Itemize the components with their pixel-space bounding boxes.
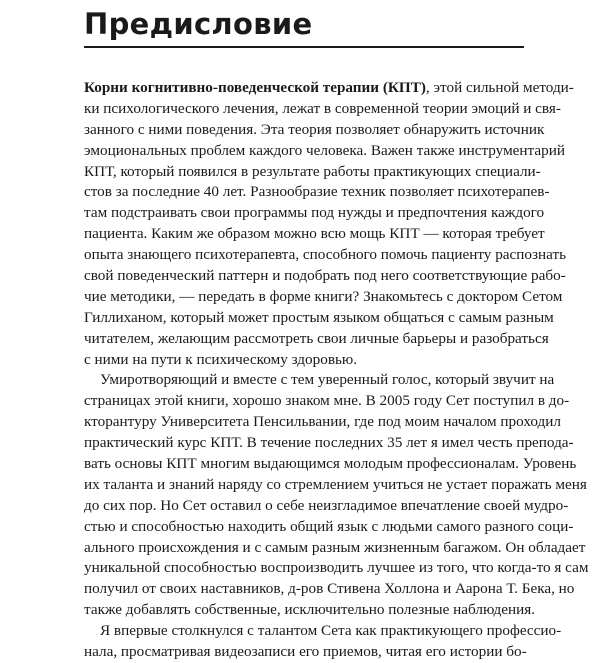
text-line: Гиллиханом, который может простым языком общаться с самым разным [84, 308, 554, 326]
text-line-rest: , этой сильной методи- [425, 79, 574, 96]
text-line: стов за последние 40 лет. Разнообразие техник позволяет психотерапев- [84, 183, 550, 201]
text-line: Я впервые столкнулся с талантом Сета как практикующего профессио- [100, 622, 562, 640]
text-line: страницах этой книги, хорошо знаком мне. В 2005 году Сет поступил в до- [84, 392, 570, 410]
bold-lead-phrase: Корни когнитивно-поведенческой терапии (КПТ) [84, 79, 426, 96]
text-line: также добавлять собственные, исключительно полезные наблюдения. [84, 601, 536, 619]
paragraph-1 [84, 78, 574, 370]
text-line: занного с ними поведения. Эта теория позволяет обнаружить источник [84, 120, 545, 138]
paragraph-2 [84, 370, 589, 621]
body-text [84, 78, 589, 663]
title-underline [84, 46, 524, 48]
page-title: Предисловие [84, 7, 313, 41]
text-line: уникальной способностью воспроизводить лучшее из того, что когда-то я сам [84, 559, 589, 577]
text-line: их таланта и знаний наряду со стремлением учиться не устает поражать меня [84, 475, 587, 493]
text-line: с ними на пути к психическому здоровью. [84, 350, 358, 368]
text-line: стью и способностью находить общий язык с людьми самого разного соци- [84, 517, 574, 535]
text-line: КПТ, который появился в результате работы практикующих специали- [84, 162, 541, 180]
text-line: свой поведенческий паттерн и подобрать под него соответствующие рабо- [84, 267, 566, 285]
text-line: Умиротворяющий и вместе с тем уверенный голос, который звучит на [100, 371, 555, 389]
text-line: кторантуру Университета Пенсильвании, где под моим началом проходил [84, 413, 561, 431]
text-line: получил от своих наставников, д-ров Стивена Холлона и Аарона Т. Бека, но [84, 580, 575, 598]
text-line: нала, просматривая видеозаписи его приемов, читая его истории бо- [84, 643, 527, 661]
text-line: чие методики, — передать в форме книги? Знакомьтесь с доктором Сетом [84, 287, 563, 305]
paragraph-3 [84, 621, 562, 663]
text-line [84, 78, 574, 99]
text-line: практический курс КПТ. В течение последних 35 лет я имел честь препода- [84, 434, 574, 452]
text-line: вать основы КПТ многим выдающимся молодым профессионалам. Уровень [84, 455, 577, 473]
text-line: опыта знающего психотерапевта, способного помочь пациенту распознать [84, 246, 567, 264]
text-line: ального происхождения и с самым разным жизненным багажом. Он обладает [84, 538, 586, 556]
text-line: пациента. Каким же образом можно всю мощь КПТ — которая требует [84, 225, 545, 243]
text-line: читателем, желающим рассмотреть свои личные барьеры и разобраться [84, 329, 549, 347]
text-line: там подстраивать свои программы под нужды и предпочтения каждого [84, 204, 545, 222]
text-line: до сих пор. Но Сет оставил о себе неизгладимое впечатление своей мудро- [84, 496, 569, 514]
text-line: эмоциональных проблем каждого человека. Важен также инструментарий [84, 141, 565, 159]
text-line: ки психологического лечения, лежат в современной теории эмоций и свя- [84, 99, 561, 117]
